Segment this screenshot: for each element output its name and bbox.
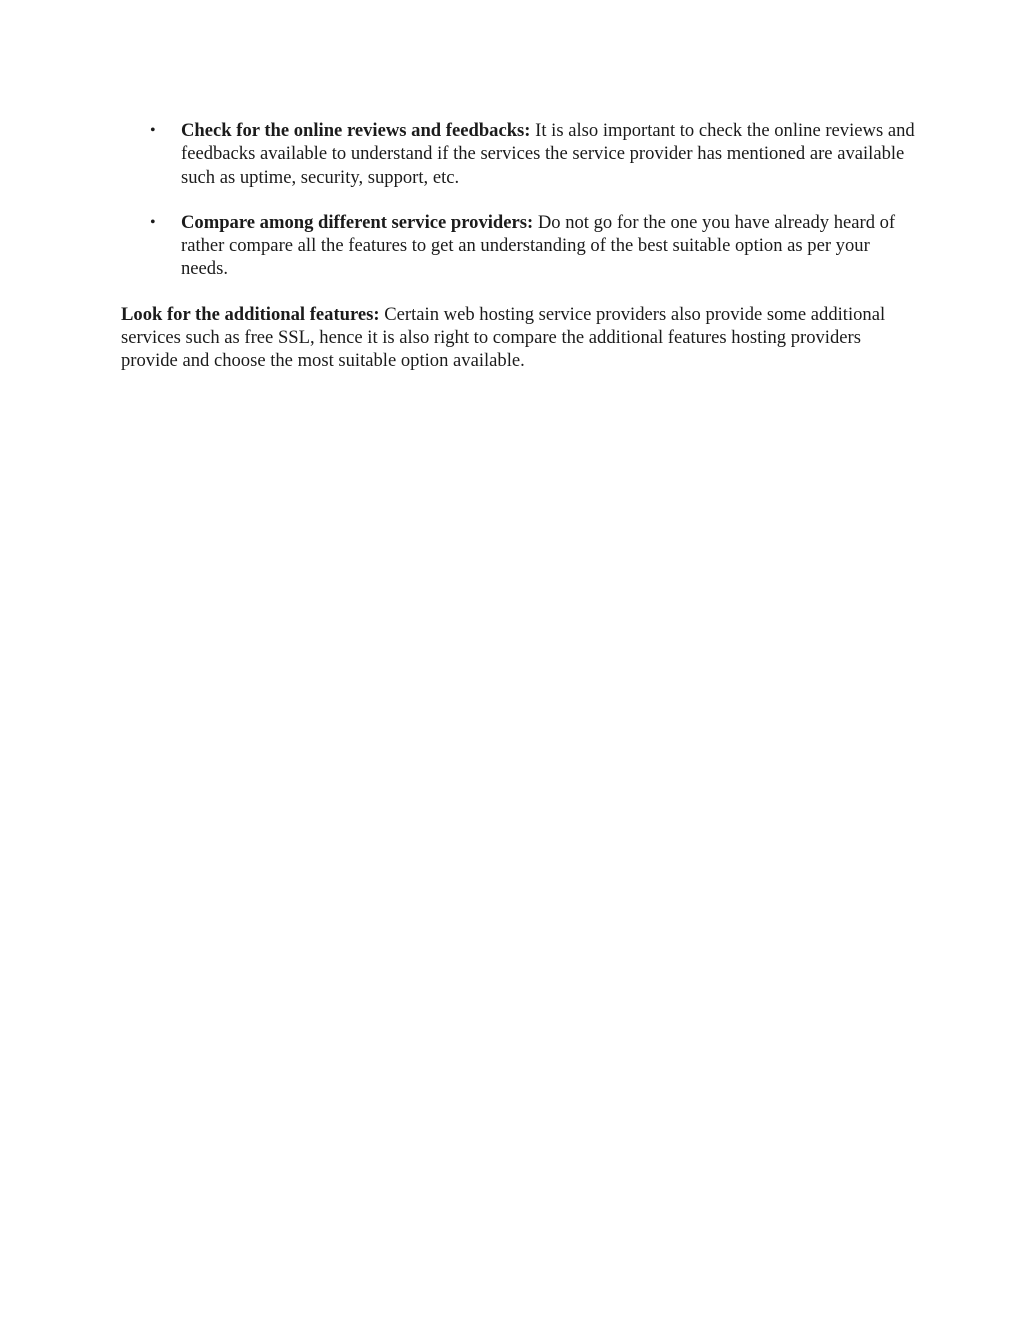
- bullet-term: Compare among different service providers:: [181, 211, 534, 233]
- paragraph-term: Look for the additional features:: [121, 303, 380, 325]
- list-item: [121, 119, 921, 189]
- bullet-icon: •: [150, 122, 156, 139]
- body-paragraph: [121, 303, 921, 373]
- bullet-text: It is also important to check the online reviews and feedbacks available to understand if the services the service provider has mentioned are available such as uptime, security, support, etc.: [181, 120, 915, 188]
- list-item: [121, 211, 921, 281]
- bullet-icon: •: [150, 213, 156, 231]
- bullet-term: Check for the online reviews and feedbacks:: [181, 120, 531, 141]
- document-page: [121, 119, 921, 373]
- paragraph-text: Certain web hosting service providers also provide some additional services such as free SSL, hence it is also right to compare the additional features hosting providers provide and choose the most suitable option available.: [121, 303, 886, 372]
- bullet-text: Do not go for the one you have already heard of rather compare all the features to get an understanding of the best suitable option as per your needs.: [181, 211, 896, 280]
- bullet-list: [121, 119, 921, 281]
